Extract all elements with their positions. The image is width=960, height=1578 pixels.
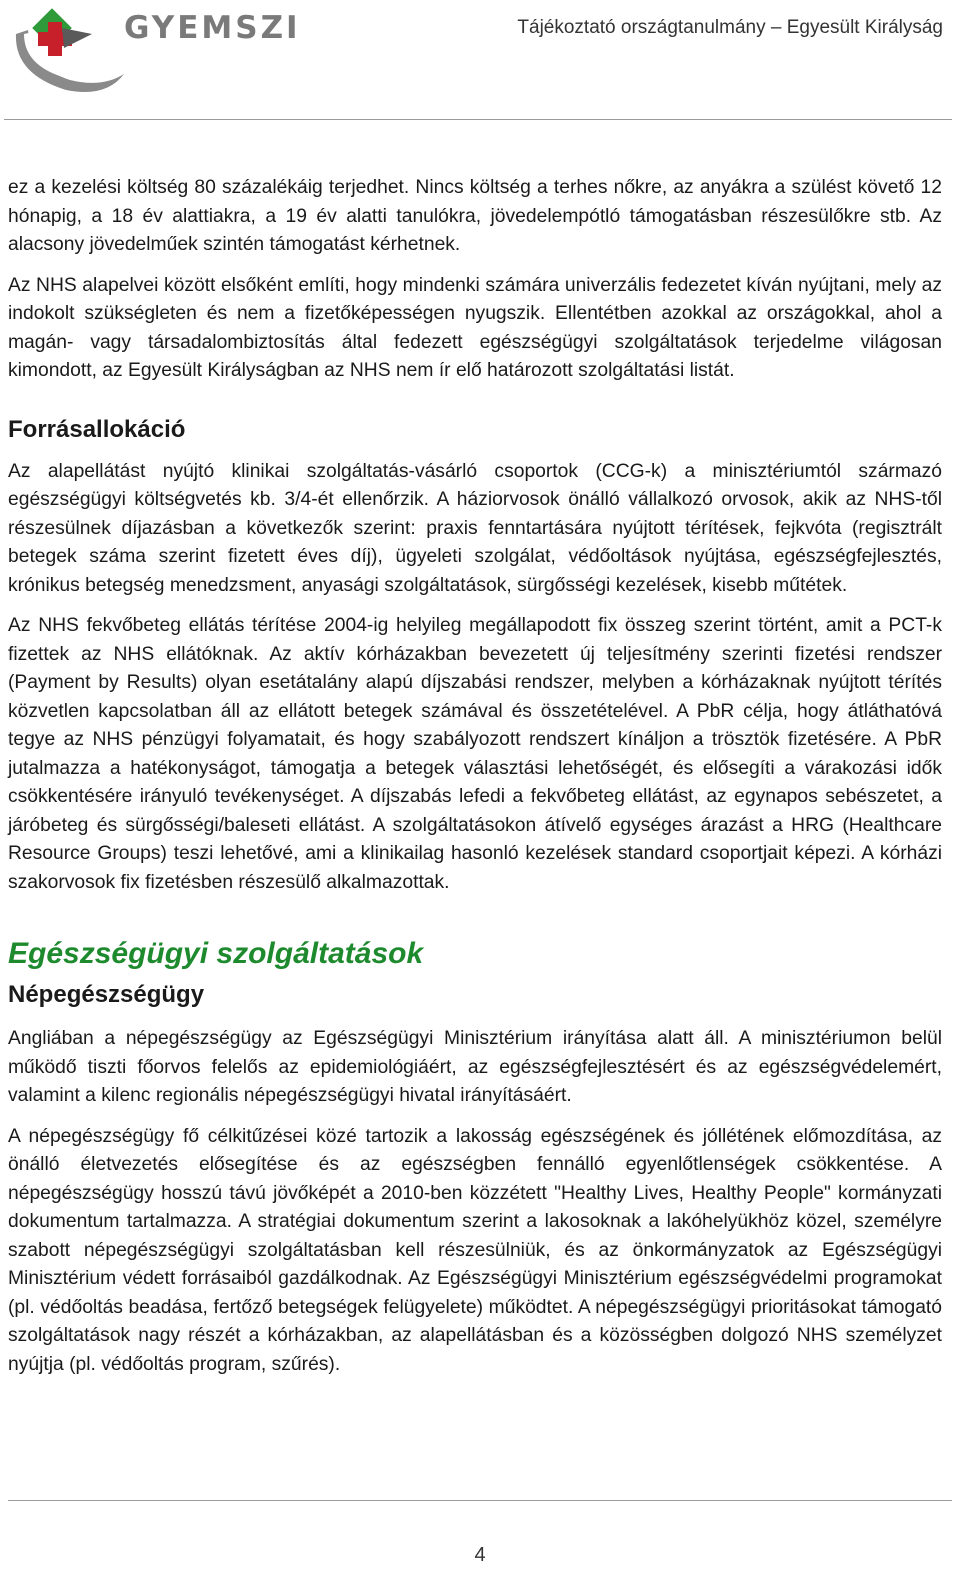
- running-title: Tájékoztató országtanulmány – Egyesült Királyság: [517, 17, 943, 38]
- subheading-nepegeszsegugy: Népegészségügy: [8, 981, 205, 1008]
- section-heading: Egészségügyi szolgáltatások: [8, 937, 424, 970]
- page-header: [0, 0, 960, 122]
- paragraph: Az NHS fekvőbeteg ellátás térítése 2004-ig helyileg megállapodott fix összeg szerint történt, amit a PCT-k fizettek az NHS ellátóknak. Az aktív kórházakban bevezetett új teljesítmény szerinti fizetési rendszer (Payment by Results) olyan esetátalány alapú díjszabási rendszer, melyben a kórházaknak nyújtott térítés közvetlen kapcsolatban áll az ellátott betegek számával és összetételével. A PbR célja, hogy átláthatóvá tegye az NHS pénzügyi folyamatait, és hogy szabályozott rendszert kínáljon a trösztök fizetésére. A PbR jutalmazza a hatékonyságot, támogatja a betegek választási lehetőségét, és elősegíti a várakozási idők csökkentésére irányuló tevékenységet. A díjszabás lefedi a fekvőbeteg ellátást, az egynapos sebészetet, a járóbeteg és sürgősségi/baleseti ellátást. A szolgáltatásokon átívelő egységes árazást a HRG (Healthcare Resource Groups) teszi lehetővé, ami a klinikailag hasonló kezelések standard csoportjait képezi. A kórházi szakorvosok fix fizetésben részesülő alkalmazottak.: [8, 615, 942, 893]
- document-body: [8, 174, 942, 1391]
- gyemszi-logo: [6, 4, 306, 92]
- header-divider: [4, 119, 952, 120]
- paragraph: Az NHS alapelvei között elsőként említi, hogy mindenki számára univerzális fedezetet kíván nyújtani, mely az indokolt szükségleten és nem a fizetőképességen nyugszik. Ellentétben azokkal az országokkal, ahol a magán- vagy társadalombiztosítás által fedezett egészségügyi szolgáltatások terjedelme világosan kimondott, az Egyesült Királyságban az NHS nem ír elő határozott szolgáltatási listát.: [8, 274, 942, 381]
- paragraph: Az alapellátást nyújtó klinikai szolgáltatás-vásárló csoportok (CCG-k) a minisztériumtól származó egészségügyi költségvetés kb. 3/4-ét ellenőrzik. A háziorvosok önálló vállalkozó orvosok, akik az NHS-től részesülnek díjazásban a következők szerint: praxis fenntartására nyújtott térítések, fejkvóta (regisztrált betegek száma szerint fizetett éves díj), ügyeleti szolgálat, védőoltások nyújtása, egészségfejlesztés, krónikus betegség menedzsment, anyasági szolgáltatások, sürgősségi kezelések, kisebb műtétek.: [8, 460, 942, 596]
- page-number: 4: [474, 1544, 486, 1566]
- paragraph: ez a kezelési költség 80 százalékáig terjedhet. Nincs költség a terhes nőkre, az anyákra a szülést követő 12 hónapig, a 18 év alattiakra, a 19 év alatti tanulókra, jövedelempótló támogatásban részesülőkre stb. Az alacsony jövedelműek szintén támogatást kérhetnek.: [8, 177, 942, 255]
- paragraph: A népegészségügy fő célkitűzései közé tartozik a lakosság egészségének és jóllétének előmozdítása, az önálló életvezetés elősegítése és az egészségben fennálló egyenlőtlenségek csökkentése. A népegészségügy hosszú távú jövőképét a 2010-ben közzétett "Healthy Lives, Healthy People" kormányzati dokumentum tartalmazza. A stratégiai dokumentum szerint a lakosoknak a lakóhelyükhöz közel, személyre szabott népegészségügyi szolgáltatásban kell részesülniük, és az önkormányzatok az Egészségügyi Minisztérium védett forrásaiból gazdálkodnak. Az Egészségügyi Minisztérium egészségvédelmi programokat (pl. védőoltás beadása, fertőző betegségek felügyelete) működtet. A népegészségügyi prioritásokat támogató szolgáltatások nagy részét a kórházakban, az alapellátásban és a közösségben dolgozó NHS személyzet nyújtja (pl. védőoltás program, szűrés).: [8, 1125, 942, 1375]
- logo-swoosh-icon: [6, 4, 126, 96]
- footer-divider: [8, 1500, 952, 1501]
- paragraph: Angliában a népegészségügy az Egészségügyi Minisztérium irányítása alatt áll. A minisztériumon belül működő tiszti főorvos felelős az epidemiológiáért, az egészségfejlesztésért és az egészségvédelemért, valamint a kilenc regionális népegészségügyi hivatal irányításáért.: [8, 1028, 942, 1106]
- logo-text: GYEMSZI: [124, 10, 301, 46]
- subheading-forrasallokacio: Forrásallokáció: [8, 415, 186, 443]
